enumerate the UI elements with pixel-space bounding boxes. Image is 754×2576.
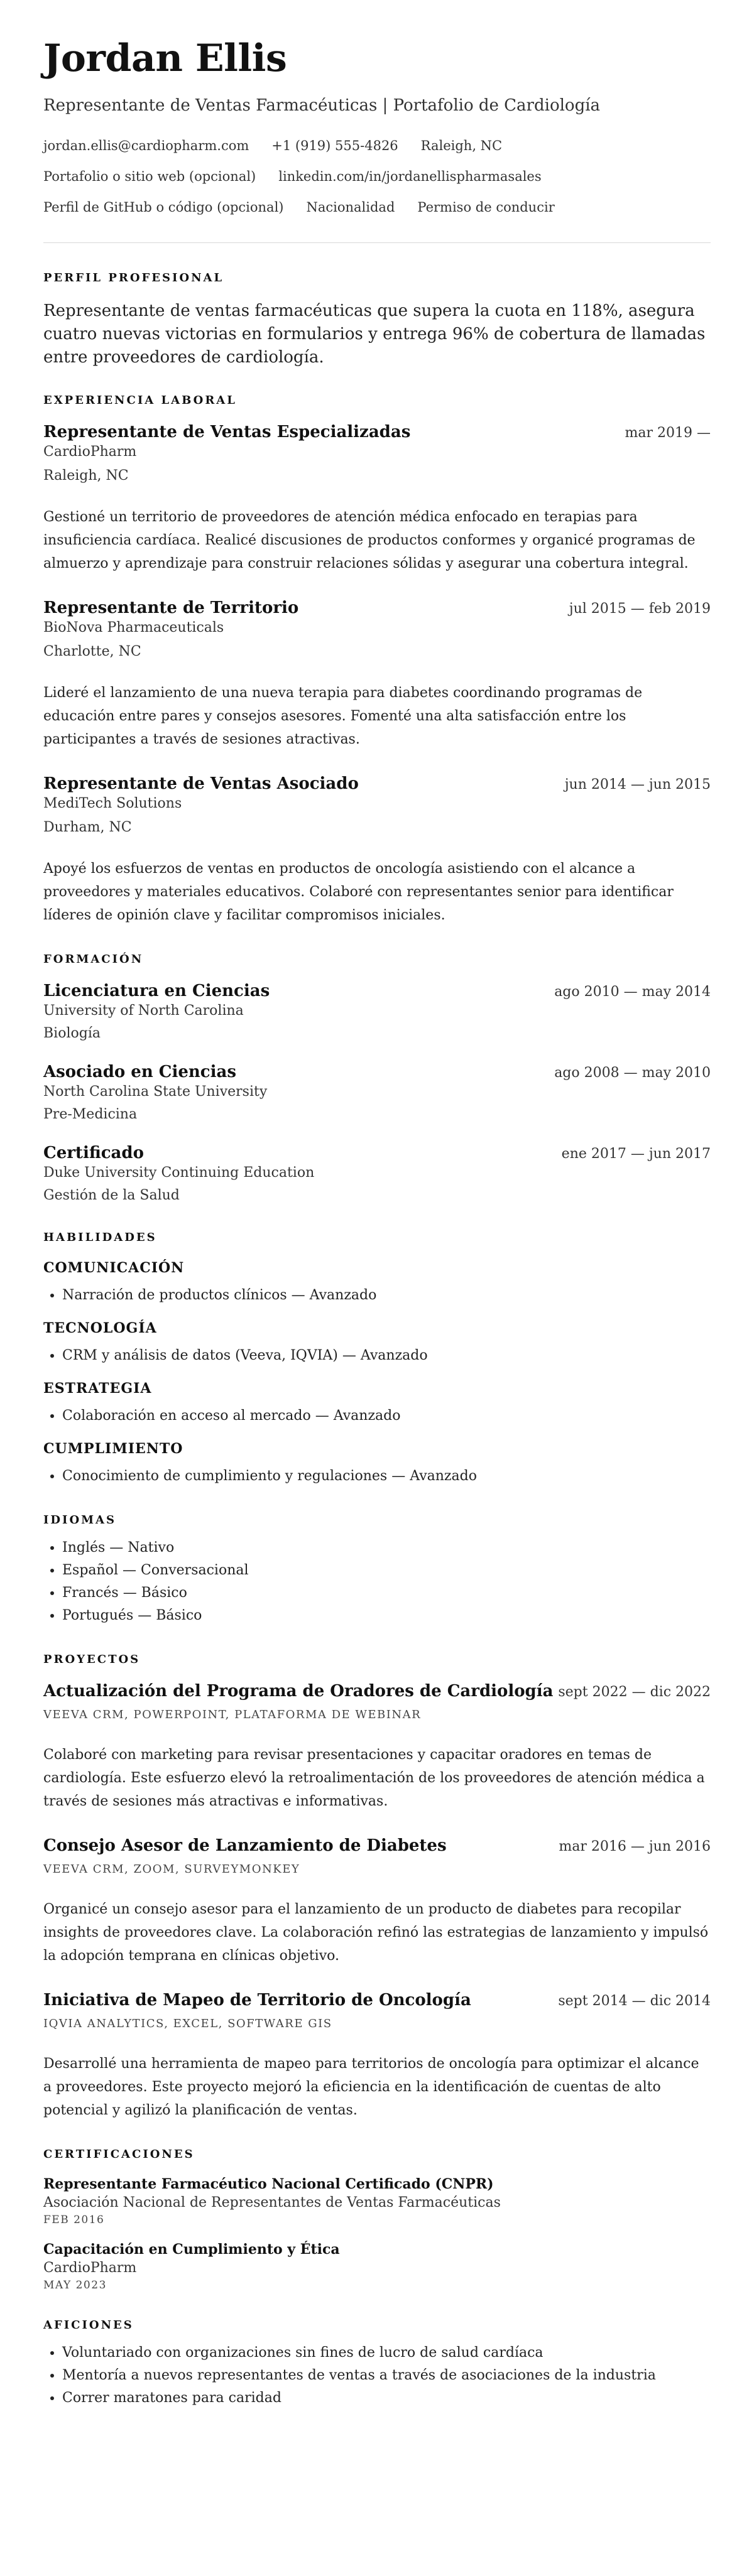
skill-item: • CRM y análisis de datos (Veeva, IQVIA) — Avanzado (62, 1345, 711, 1367)
skill-item: • Narración de productos clínicos — Avanzado (62, 1284, 711, 1307)
language-item: • Español — Conversacional (62, 1559, 711, 1582)
job-location: Raleigh, NC (43, 468, 129, 484)
project-tech: VEEVA CRM, POWERPOINT, PLATAFORMA DE WEBINAR (43, 1708, 422, 1721)
skill-group (43, 1440, 711, 1488)
skill-category: ESTRATEGIA (43, 1380, 152, 1397)
phone-number: +1 (919) 555-4826 (271, 138, 398, 153)
field-of-study: Biología (43, 1026, 101, 1041)
certification-issuer: CardioPharm (43, 2260, 137, 2276)
hobbies-section (43, 2318, 711, 2410)
job-dates: jun 2014 — jun 2015 (564, 777, 711, 793)
project-entry (43, 1990, 711, 2122)
skill-category: CUMPLIMIENTO (43, 1441, 183, 1457)
section-title: CERTIFICACIONES (43, 2148, 195, 2161)
certification-issuer: Asociación Nacional de Representantes de Ventas Farmacéuticas (43, 2195, 501, 2211)
project-dates: mar 2016 — jun 2016 (559, 1839, 711, 1854)
skill-group (43, 1380, 711, 1427)
project-dates: sept 2022 — dic 2022 (558, 1684, 711, 1700)
skill-category: COMUNICACIÓN (43, 1260, 185, 1276)
degree: Asociado en Ciencias (43, 1063, 236, 1081)
education-entry (43, 981, 711, 1043)
certifications-section (43, 2147, 711, 2293)
hobby-item: • Correr maratones para caridad (62, 2387, 711, 2410)
education-dates: ene 2017 — jun 2017 (561, 1146, 711, 1162)
contact-row (43, 137, 711, 154)
resume-header (43, 36, 711, 216)
hobby-item: • Mentoría a nuevos representantes de ventas a través de asociaciones de la industria (62, 2364, 711, 2387)
project-description: Organicé un consejo asesor para el lanzamiento de un producto de diabetes para recopilar insights de proveedores clave. La colaboración refinó las estrategias de lanzamiento y impulsó la adopción temprana en clínicas objetivo. (43, 1902, 709, 1964)
field-of-study: Pre-Medicina (43, 1107, 138, 1122)
languages-section (43, 1513, 711, 1627)
skill-category: TECNOLOGÍA (43, 1320, 157, 1336)
experience-section (43, 393, 711, 927)
section-title: AFICIONES (43, 2319, 134, 2332)
certification-date: FEB 2016 (43, 2214, 105, 2226)
certification-entry (43, 2240, 711, 2293)
certification-entry (43, 2175, 711, 2227)
degree: Licenciatura en Ciencias (43, 982, 270, 1000)
driving-license: Permiso de conducir (417, 200, 555, 215)
section-title: IDIOMAS (43, 1513, 117, 1527)
experience-entry (43, 422, 711, 575)
company-name: CardioPharm (43, 444, 137, 460)
company-name: MediTech Solutions (43, 796, 182, 811)
skill-group (43, 1319, 711, 1367)
candidate-name: Jordan Ellis (43, 36, 287, 80)
language-item: • Inglés — Nativo (62, 1537, 711, 1559)
education-dates: ago 2010 — may 2014 (554, 984, 711, 1000)
nationality: Nacionalidad (306, 200, 395, 215)
education-entry (43, 1143, 711, 1205)
links-row (43, 168, 711, 185)
education-section (43, 952, 711, 1205)
header-divider (43, 242, 711, 243)
hobby-item: • Voluntariado con organizaciones sin fines de lucro de salud cardíaca (62, 2342, 711, 2364)
project-dates: sept 2014 — dic 2014 (558, 1993, 711, 2009)
project-title: Actualización del Programa de Oradores de Cardiología (43, 1682, 554, 1701)
email-link[interactable]: jordan.ellis@cardiopharm.com (43, 138, 249, 153)
skill-item: • Conocimiento de cumplimiento y regulaciones — Avanzado (62, 1465, 711, 1488)
job-description: Apoyé los esfuerzos de ventas en productos de oncología asistiendo con el alcance a proveedores y materiales educativos. Colaboré con representantes senior para identificar líderes de opinión clave y facilitar compromisos iniciales. (43, 861, 674, 923)
project-entry (43, 1836, 711, 1967)
github-link[interactable]: Perfil de GitHub o código (opcional) (43, 200, 284, 215)
projects-section (43, 1652, 711, 2122)
extra-info-row (43, 198, 711, 216)
education-dates: ago 2008 — may 2010 (554, 1065, 711, 1081)
job-title: Representante de Ventas Asociado (43, 774, 359, 793)
linkedin-link[interactable]: linkedin.com/in/jordanellispharmasales (278, 169, 542, 184)
experience-entry (43, 774, 711, 927)
language-item: • Francés — Básico (62, 1582, 711, 1605)
job-dates: mar 2019 — (625, 425, 711, 441)
project-tech: VEEVA CRM, ZOOM, SURVEYMONKEY (43, 1863, 300, 1876)
skills-section (43, 1230, 711, 1488)
website-link[interactable]: Portafolio o sitio web (opcional) (43, 169, 256, 184)
job-title: Representante de Ventas Especializadas (43, 423, 411, 441)
section-title: PROYECTOS (43, 1653, 141, 1666)
school-name: University of North Carolina (43, 1003, 244, 1019)
section-title: EXPERIENCIA LABORAL (43, 394, 237, 407)
skill-item: • Colaboración en acceso al mercado — Avanzado (62, 1405, 711, 1427)
project-title: Iniciativa de Mapeo de Territorio de Oncología (43, 1991, 471, 2010)
company-name: BioNova Pharmaceuticals (43, 620, 224, 636)
summary-text: Representante de ventas farmacéuticas que supera la cuota en 118%, asegura cuatro nuevas victorias en formularios y entrega 96% de cobertura de llamadas entre proveedores de cardiología. (43, 301, 706, 367)
project-description: Desarrollé una herramienta de mapeo para territorios de oncología para optimizar el alcance a proveedores. Este proyecto mejoró la eficiencia en la identificación de cuentas de alto potencial y agilizó la planificación de ventas. (43, 2056, 699, 2118)
job-description: Lideré el lanzamiento de una nueva terapia para diabetes coordinando programas de educación entre pares y consejos asesores. Fomenté una alta satisfacción entre los participantes a través de sesiones atractivas. (43, 685, 643, 747)
job-location: Durham, NC (43, 820, 132, 835)
school-name: Duke University Continuing Education (43, 1165, 315, 1181)
language-item: • Portugués — Básico (62, 1605, 711, 1627)
project-title: Consejo Asesor de Lanzamiento de Diabetes (43, 1836, 447, 1855)
job-location: Charlotte, NC (43, 644, 141, 659)
field-of-study: Gestión de la Salud (43, 1188, 180, 1203)
skill-group (43, 1259, 711, 1307)
school-name: North Carolina State University (43, 1084, 268, 1100)
degree: Certificado (43, 1144, 144, 1162)
job-description: Gestioné un territorio de proveedores de atención médica enfocado en terapias para insuficiencia cardíaca. Realicé discusiones de productos conformes y organicé programas de almuerzo y aprendizaje para construir relaciones sólidas y asegurar una cobertura integral. (43, 509, 696, 571)
project-description: Colaboré con marketing para revisar presentaciones y capacitar oradores en temas de cardiología. Este esfuerzo elevó la retroalimentación de los proveedores de atención médica a través de sesiones más atractivas e informativas. (43, 1747, 705, 1809)
job-dates: jul 2015 — feb 2019 (569, 601, 711, 617)
job-title: Representante de Territorio (43, 598, 299, 617)
section-title: FORMACIÓN (43, 953, 144, 966)
certification-title: Representante Farmacéutico Nacional Certificado (CNPR) (43, 2176, 494, 2192)
project-entry (43, 1681, 711, 1813)
certification-date: MAY 2023 (43, 2279, 107, 2292)
section-title: PERFIL PROFESIONAL (43, 271, 224, 284)
location: Raleigh, NC (420, 138, 503, 153)
education-entry (43, 1062, 711, 1124)
section-title: HABILIDADES (43, 1231, 157, 1244)
candidate-title: Representante de Ventas Farmacéuticas | Portafolio de Cardiología (43, 96, 601, 115)
project-tech: IQVIA ANALYTICS, EXCEL, SOFTWARE GIS (43, 2017, 332, 2030)
summary-section (43, 271, 711, 369)
experience-entry (43, 598, 711, 751)
certification-title: Capacitación en Cumplimiento y Ética (43, 2241, 340, 2258)
